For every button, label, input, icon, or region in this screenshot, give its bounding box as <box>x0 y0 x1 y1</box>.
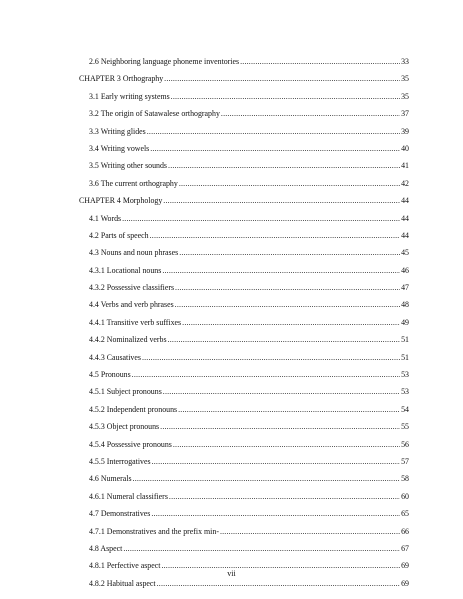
toc-entry-label: 3.4 Writing vowels <box>89 143 150 153</box>
toc-entry-label: 4.3.2 Possessive classifiers <box>89 283 175 293</box>
toc-section-entry[interactable] <box>79 157 409 174</box>
toc-entry-label: 4.1 Words <box>89 213 122 223</box>
toc-dot-leader <box>162 262 400 279</box>
toc-entry-label: 2.6 Neighboring language phoneme inventories <box>89 57 240 66</box>
toc-dot-leader <box>160 418 400 435</box>
toc-dot-leader <box>142 349 400 366</box>
toc-entry-label: 4.4 Verbs and verb phrases <box>89 300 174 310</box>
toc-entry-page: 69 <box>401 561 409 571</box>
toc-dot-leader <box>164 70 400 87</box>
toc-section-entry[interactable] <box>79 383 409 400</box>
toc-dot-leader <box>175 279 400 296</box>
toc-dot-leader <box>122 210 400 227</box>
toc-entry-label: 4.8.2 Habitual aspect <box>89 578 156 588</box>
toc-dot-leader <box>220 523 400 540</box>
toc-section-entry[interactable] <box>79 540 409 557</box>
toc-section-entry[interactable] <box>79 453 409 470</box>
toc-entry-page: 66 <box>401 526 409 536</box>
toc-entry-page: 65 <box>401 509 409 519</box>
toc-entry-page: 53 <box>401 370 409 380</box>
toc-section-entry[interactable] <box>79 470 409 487</box>
toc-dot-leader <box>168 157 400 174</box>
toc-section-entry[interactable] <box>79 418 409 435</box>
toc-chapter-entry[interactable] <box>79 192 409 209</box>
toc-entry-page: 53 <box>401 387 409 397</box>
toc-entry-page: 49 <box>401 317 409 327</box>
toc-dot-leader <box>152 453 401 470</box>
toc-entry-label: 4.8.1 Perfective aspect <box>89 561 161 571</box>
toc-entry-page: 60 <box>401 491 409 501</box>
toc-section-entry[interactable] <box>79 279 409 296</box>
toc-entry-label: 3.3 Writing glides <box>89 126 146 136</box>
toc-section-entry[interactable] <box>79 105 409 122</box>
toc-entry-label: 3.1 Early writing systems <box>89 91 170 101</box>
toc-entry-page: 42 <box>401 178 409 188</box>
toc-entry-label: 4.5.5 Interrogatives <box>89 456 151 466</box>
toc-section-entry[interactable] <box>79 175 409 192</box>
toc-entry-page: 54 <box>401 404 409 414</box>
toc-dot-leader <box>221 105 400 122</box>
toc-dot-leader <box>147 123 400 140</box>
toc-section-entry[interactable] <box>79 140 409 157</box>
toc-entry-label: 3.5 Writing other sounds <box>89 161 168 171</box>
toc-dot-leader <box>171 88 400 105</box>
toc-entry-page: 58 <box>401 474 409 484</box>
toc-entry-page: 47 <box>401 283 409 293</box>
toc-entry-page: 37 <box>401 109 409 119</box>
toc-dot-leader <box>179 175 400 192</box>
toc-dot-leader <box>150 140 400 157</box>
toc-entry-label: CHAPTER 4 Morphology <box>79 196 163 206</box>
toc-dot-leader <box>178 401 400 418</box>
toc-entry-label: CHAPTER 3 Orthography <box>79 74 164 84</box>
toc-entry-label: 3.2 The origin of Satawalese orthography <box>89 109 220 119</box>
toc-entry-page: 41 <box>401 161 409 171</box>
toc-entry-page: 44 <box>401 230 409 240</box>
toc-entry-page: 51 <box>401 352 409 362</box>
table-of-contents <box>79 53 409 592</box>
toc-entry-label: 4.5.3 Object pronouns <box>89 422 160 432</box>
toc-entry-label: 4.3 Nouns and noun phrases <box>89 248 179 258</box>
toc-dot-leader <box>150 227 401 244</box>
toc-entry-page: 35 <box>401 74 409 84</box>
toc-entry-page: 57 <box>401 456 409 466</box>
toc-entry-label: 4.6 Numerals <box>89 474 132 484</box>
toc-entry-label: 4.4.3 Causatives <box>89 352 141 362</box>
toc-section-entry[interactable] <box>79 88 409 105</box>
toc-entry-page: 51 <box>401 335 409 345</box>
toc-section-entry[interactable] <box>79 488 409 505</box>
toc-dot-leader <box>175 296 400 313</box>
toc-entry-page: 35 <box>401 91 409 101</box>
toc-dot-leader <box>151 505 400 522</box>
toc-section-entry[interactable] <box>79 210 409 227</box>
toc-section-entry[interactable] <box>79 349 409 366</box>
toc-entry-page: 45 <box>401 248 409 258</box>
toc-section-entry[interactable] <box>79 401 409 418</box>
toc-entry-label: 4.3.1 Locational nouns <box>89 265 162 275</box>
toc-dot-leader <box>163 383 400 400</box>
toc-entry-page: 56 <box>401 439 409 449</box>
toc-entry-page: 44 <box>401 213 409 223</box>
toc-dot-leader <box>168 331 401 348</box>
toc-section-entry[interactable] <box>79 262 409 279</box>
toc-entry-page: 48 <box>401 300 409 310</box>
toc-section-entry[interactable] <box>79 227 409 244</box>
toc-section-entry[interactable] <box>79 523 409 540</box>
toc-entry-page: 40 <box>401 143 409 153</box>
toc-entry-page: 33 <box>401 57 409 66</box>
toc-dot-leader <box>179 244 400 261</box>
toc-dot-leader <box>182 314 400 331</box>
toc-section-entry[interactable] <box>79 331 409 348</box>
toc-section-entry[interactable] <box>79 366 409 383</box>
toc-dot-leader <box>163 192 400 209</box>
toc-entry-label: 4.5.1 Subject pronouns <box>89 387 162 397</box>
toc-section-entry[interactable] <box>79 314 409 331</box>
toc-entry-label: 4.7.1 Demonstratives and the prefix min- <box>89 526 219 536</box>
toc-dot-leader <box>123 540 400 557</box>
toc-entry-label: 4.4.2 Nominalized verbs <box>89 335 167 345</box>
toc-dot-leader <box>169 488 400 505</box>
toc-entry-page: 46 <box>401 265 409 275</box>
toc-section-entry[interactable] <box>79 244 409 261</box>
toc-dot-leader <box>132 366 400 383</box>
toc-section-entry[interactable] <box>79 436 409 453</box>
toc-entry-page: 39 <box>401 126 409 136</box>
toc-dot-leader <box>173 436 400 453</box>
toc-chapter-entry[interactable] <box>79 70 409 87</box>
toc-entry-page: 55 <box>401 422 409 432</box>
toc-dot-leader <box>240 53 400 70</box>
toc-section-entry[interactable] <box>79 296 409 313</box>
toc-entry-label: 4.2 Parts of speech <box>89 230 149 240</box>
toc-entry-page: 67 <box>401 543 409 553</box>
toc-entry-page: 69 <box>401 578 409 588</box>
toc-section-entry[interactable] <box>79 505 409 522</box>
toc-section-entry[interactable] <box>79 123 409 140</box>
toc-section-entry[interactable] <box>79 53 409 70</box>
toc-entry-label: 3.6 The current orthography <box>89 178 178 188</box>
toc-entry-label: 4.5 Pronouns <box>89 370 131 380</box>
page-number: vii <box>227 569 236 578</box>
toc-dot-leader <box>133 470 401 487</box>
toc-entry-label: 4.7 Demonstratives <box>89 509 151 519</box>
toc-entry-label: 4.5.4 Possessive pronouns <box>89 439 172 449</box>
toc-entry-label: 4.6.1 Numeral classifiers <box>89 491 168 501</box>
toc-entry-page: 44 <box>401 196 409 206</box>
toc-entry-label: 4.4.1 Transitive verb suffixes <box>89 317 182 327</box>
toc-entry-label: 4.5.2 Independent pronouns <box>89 404 178 414</box>
toc-entry-label: 4.8 Aspect <box>89 543 123 553</box>
